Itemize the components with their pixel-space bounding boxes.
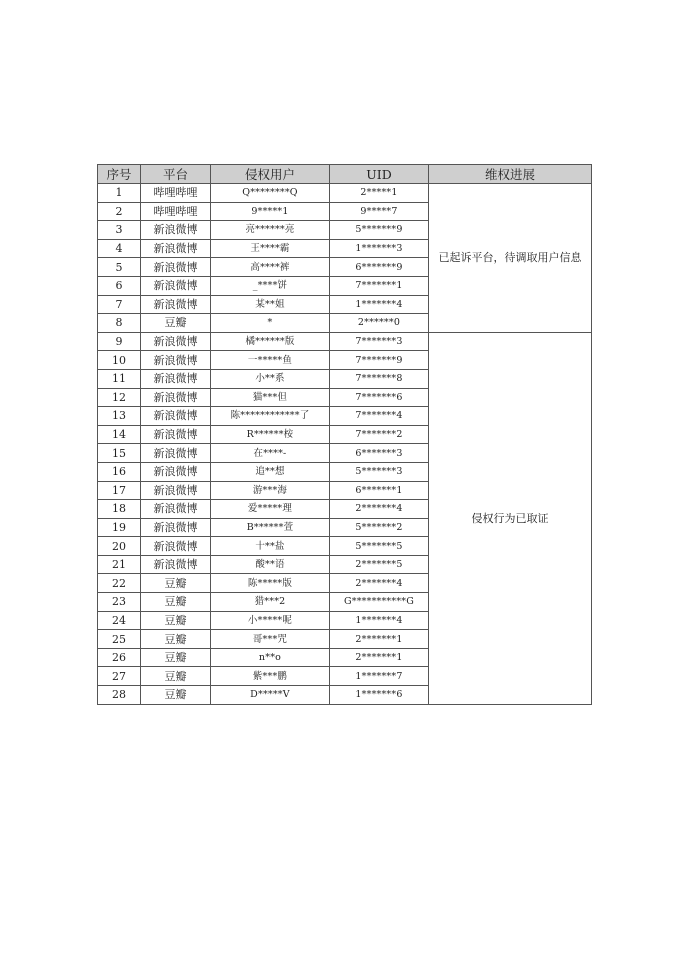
row-uid: 1*******6 bbox=[330, 686, 429, 705]
row-platform: 豆瓣 bbox=[141, 686, 211, 705]
row-platform: 新浪微博 bbox=[141, 537, 211, 556]
row-uid: 2*******1 bbox=[330, 648, 429, 667]
row-platform: 新浪微博 bbox=[141, 239, 211, 258]
row-user: * bbox=[211, 314, 330, 333]
row-platform: 豆瓣 bbox=[141, 314, 211, 333]
row-index: 23 bbox=[98, 593, 141, 612]
row-uid: 2*******5 bbox=[330, 555, 429, 574]
row-index: 20 bbox=[98, 537, 141, 556]
row-uid: 7*******8 bbox=[330, 369, 429, 388]
row-index: 14 bbox=[98, 425, 141, 444]
row-platform: 豆瓣 bbox=[141, 593, 211, 612]
row-uid: 6*******1 bbox=[330, 481, 429, 500]
row-uid: 2*******4 bbox=[330, 574, 429, 593]
row-index: 17 bbox=[98, 481, 141, 500]
status-cell: 已起诉平台，待调取用户信息 bbox=[429, 184, 592, 333]
row-index: 4 bbox=[98, 239, 141, 258]
row-user: 游***海 bbox=[211, 481, 330, 500]
row-uid: 7*******2 bbox=[330, 425, 429, 444]
row-platform: 豆瓣 bbox=[141, 574, 211, 593]
row-uid: 2*******4 bbox=[330, 500, 429, 519]
row-platform: 哔哩哔哩 bbox=[141, 184, 211, 203]
row-user: 一*****鱼 bbox=[211, 351, 330, 370]
row-index: 28 bbox=[98, 686, 141, 705]
row-index: 15 bbox=[98, 444, 141, 463]
table-row bbox=[98, 332, 592, 351]
header-user: 侵权用户 bbox=[211, 165, 330, 184]
row-user: 小**系 bbox=[211, 369, 330, 388]
infringement-table bbox=[97, 164, 592, 705]
row-index: 18 bbox=[98, 500, 141, 519]
row-index: 26 bbox=[98, 648, 141, 667]
row-uid: 5*******3 bbox=[330, 462, 429, 481]
row-uid: 6*******9 bbox=[330, 258, 429, 277]
row-uid: 5*******9 bbox=[330, 221, 429, 240]
row-index: 19 bbox=[98, 518, 141, 537]
row-uid: 5*******2 bbox=[330, 518, 429, 537]
row-uid: 5*******5 bbox=[330, 537, 429, 556]
row-user: 十**盐 bbox=[211, 537, 330, 556]
row-index: 9 bbox=[98, 332, 141, 351]
row-index: 27 bbox=[98, 667, 141, 686]
row-uid: 2*******1 bbox=[330, 630, 429, 649]
table-row bbox=[98, 184, 592, 203]
row-index: 13 bbox=[98, 407, 141, 426]
row-user: D*****V bbox=[211, 686, 330, 705]
row-user: 橘******版 bbox=[211, 332, 330, 351]
row-index: 3 bbox=[98, 221, 141, 240]
row-index: 24 bbox=[98, 611, 141, 630]
row-user: 哥***咒 bbox=[211, 630, 330, 649]
row-index: 16 bbox=[98, 462, 141, 481]
row-platform: 哔哩哔哩 bbox=[141, 202, 211, 221]
row-platform: 新浪微博 bbox=[141, 500, 211, 519]
row-platform: 豆瓣 bbox=[141, 611, 211, 630]
row-platform: 新浪微博 bbox=[141, 351, 211, 370]
row-user: 酸**语 bbox=[211, 555, 330, 574]
header-progress: 维权进展 bbox=[429, 165, 592, 184]
row-user: 高****裤 bbox=[211, 258, 330, 277]
row-uid: G***********G bbox=[330, 593, 429, 612]
row-platform: 新浪微博 bbox=[141, 388, 211, 407]
row-user: R******桉 bbox=[211, 425, 330, 444]
row-platform: 新浪微博 bbox=[141, 369, 211, 388]
row-uid: 1*******3 bbox=[330, 239, 429, 258]
row-user: 猎***2 bbox=[211, 593, 330, 612]
row-platform: 新浪微博 bbox=[141, 444, 211, 463]
row-uid: 7*******9 bbox=[330, 351, 429, 370]
row-index: 10 bbox=[98, 351, 141, 370]
row-platform: 新浪微博 bbox=[141, 276, 211, 295]
status-cell: 侵权行为已取证 bbox=[429, 332, 592, 704]
table-body bbox=[98, 184, 592, 705]
row-index: 1 bbox=[98, 184, 141, 203]
row-uid: 2*****1 bbox=[330, 184, 429, 203]
row-platform: 豆瓣 bbox=[141, 667, 211, 686]
row-index: 25 bbox=[98, 630, 141, 649]
row-index: 12 bbox=[98, 388, 141, 407]
row-user: B******萱 bbox=[211, 518, 330, 537]
row-platform: 新浪微博 bbox=[141, 518, 211, 537]
row-index: 7 bbox=[98, 295, 141, 314]
row-uid: 1*******4 bbox=[330, 611, 429, 630]
row-platform: 新浪微博 bbox=[141, 555, 211, 574]
row-platform: 新浪微博 bbox=[141, 332, 211, 351]
row-platform: 新浪微博 bbox=[141, 295, 211, 314]
row-platform: 新浪微博 bbox=[141, 425, 211, 444]
row-uid: 6*******3 bbox=[330, 444, 429, 463]
row-index: 11 bbox=[98, 369, 141, 388]
row-platform: 豆瓣 bbox=[141, 630, 211, 649]
row-uid: 1*******7 bbox=[330, 667, 429, 686]
row-index: 22 bbox=[98, 574, 141, 593]
header-platform: 平台 bbox=[141, 165, 211, 184]
row-user: 追**想 bbox=[211, 462, 330, 481]
header-index: 序号 bbox=[98, 165, 141, 184]
row-user: 爱*****理 bbox=[211, 500, 330, 519]
row-uid: 7*******4 bbox=[330, 407, 429, 426]
row-user: 小*****呢 bbox=[211, 611, 330, 630]
row-uid: 7*******3 bbox=[330, 332, 429, 351]
row-user: 紫***鹏 bbox=[211, 667, 330, 686]
row-index: 2 bbox=[98, 202, 141, 221]
row-uid: 7*******1 bbox=[330, 276, 429, 295]
row-platform: 新浪微博 bbox=[141, 221, 211, 240]
row-platform: 新浪微博 bbox=[141, 407, 211, 426]
row-platform: 新浪微博 bbox=[141, 462, 211, 481]
row-user: n**o bbox=[211, 648, 330, 667]
row-user: 陈************了 bbox=[211, 407, 330, 426]
row-index: 6 bbox=[98, 276, 141, 295]
header-uid: UID bbox=[330, 165, 429, 184]
row-uid: 2******0 bbox=[330, 314, 429, 333]
row-uid: 9*****7 bbox=[330, 202, 429, 221]
row-user: 某**姐 bbox=[211, 295, 330, 314]
row-user: _****饼 bbox=[211, 276, 330, 295]
row-user: 陈*****版 bbox=[211, 574, 330, 593]
row-platform: 新浪微博 bbox=[141, 481, 211, 500]
row-user: Q********Q bbox=[211, 184, 330, 203]
row-user: 王****霸 bbox=[211, 239, 330, 258]
row-uid: 7*******6 bbox=[330, 388, 429, 407]
row-user: 猫***但 bbox=[211, 388, 330, 407]
header-row bbox=[98, 165, 592, 184]
row-platform: 豆瓣 bbox=[141, 648, 211, 667]
row-user: 亮******亮 bbox=[211, 221, 330, 240]
row-user: 9*****1 bbox=[211, 202, 330, 221]
row-index: 5 bbox=[98, 258, 141, 277]
row-uid: 1*******4 bbox=[330, 295, 429, 314]
row-index: 21 bbox=[98, 555, 141, 574]
row-platform: 新浪微博 bbox=[141, 258, 211, 277]
row-index: 8 bbox=[98, 314, 141, 333]
row-user: 在****- bbox=[211, 444, 330, 463]
